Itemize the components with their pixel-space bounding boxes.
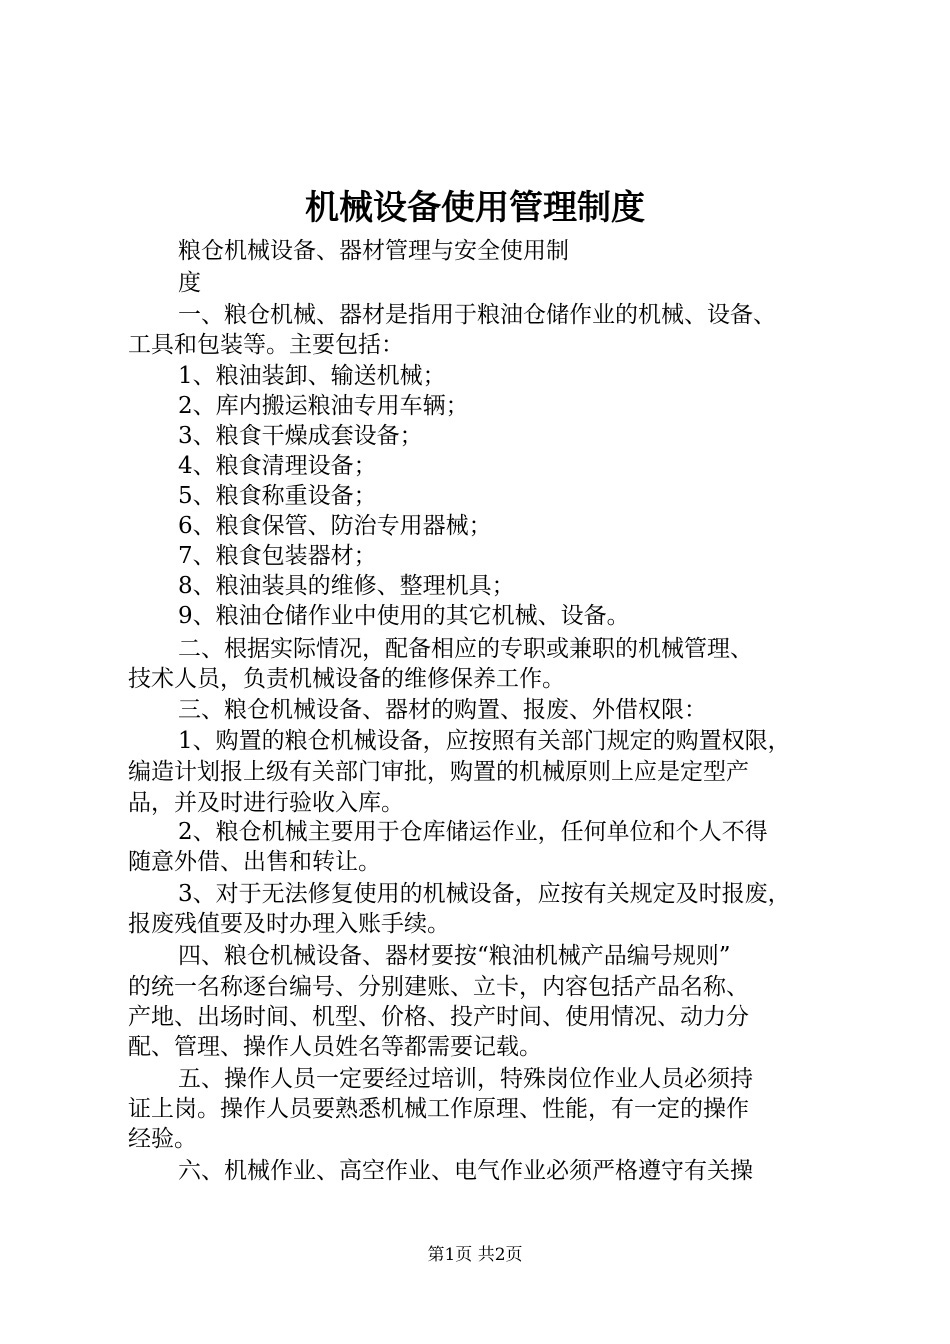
document-title: 机械设备使用管理制度 <box>305 188 645 228</box>
list-item: 1、粮油装卸、输送机械； <box>178 363 446 389</box>
paragraph-line: 配、管理、操作人员姓名等都需要记载。 <box>128 1034 542 1060</box>
paragraph-line: 工具和包装等。主要包括： <box>128 332 404 358</box>
paragraph-line: 技术人员，负责机械设备的维修保养工作。 <box>128 666 565 692</box>
paragraph-line: 品，并及时进行验收入库。 <box>128 790 404 816</box>
paragraph-line: 随意外借、出售和转让。 <box>128 849 381 875</box>
page-footer: 第1页 共2页 <box>427 1245 523 1265</box>
list-item: 2、库内搬运粮油专用车辆； <box>178 393 469 419</box>
paragraph-line: 五、操作人员一定要经过培训，特殊岗位作业人员必须持 <box>178 1066 753 1092</box>
list-item: 8、粮油装具的维修、整理机具； <box>178 573 515 599</box>
paragraph-line: 粮仓机械设备、器材管理与安全使用制 <box>178 238 569 264</box>
paragraph-line: 的统一名称逐台编号、分别建账、立卡，内容包括产品名称、 <box>128 974 749 1000</box>
list-item: 5、粮食称重设备； <box>178 483 377 509</box>
paragraph-line: 六、机械作业、高空作业、电气作业必须严格遵守有关操 <box>178 1158 753 1184</box>
paragraph-line: 产地、出场时间、机型、价格、投产时间、使用情况、动力分 <box>128 1004 749 1030</box>
list-item: 3、粮食干燥成套设备； <box>178 423 423 449</box>
paragraph-line: 二、根据实际情况，配备相应的专职或兼职的机械管理、 <box>178 636 753 662</box>
paragraph-line: 经验。 <box>128 1126 197 1152</box>
paragraph-line: 三、粮仓机械设备、器材的购置、报废、外借权限： <box>178 697 707 723</box>
paragraph-line: 1、购置的粮仓机械设备，应按照有关部门规定的购置权限， <box>178 728 791 754</box>
list-item: 7、粮食包装器材； <box>178 543 377 569</box>
list-item: 6、粮食保管、防治专用器械； <box>178 513 492 539</box>
paragraph-line: 证上岗。操作人员要熟悉机械工作原理、性能，有一定的操作 <box>128 1096 749 1122</box>
list-item: 4、粮食清理设备； <box>178 453 377 479</box>
paragraph-line: 2、粮仓机械主要用于仓库储运作业，任何单位和个人不得 <box>178 819 768 845</box>
paragraph-line: 一、粮仓机械、器材是指用于粮油仓储作业的机械、设备、 <box>178 302 776 328</box>
paragraph-line: 3、对于无法修复使用的机械设备，应按有关规定及时报废， <box>178 881 791 907</box>
paragraph-line: 四、粮仓机械设备、器材要按“粮油机械产品编号规则” <box>178 943 731 969</box>
paragraph-line: 编造计划报上级有关部门审批，购置的机械原则上应是定型产 <box>128 759 749 785</box>
paragraph-line: 度 <box>178 270 201 296</box>
list-item: 9、粮油仓储作业中使用的其它机械、设备。 <box>178 603 630 629</box>
paragraph-line: 报废残值要及时办理入账手续。 <box>128 911 450 937</box>
